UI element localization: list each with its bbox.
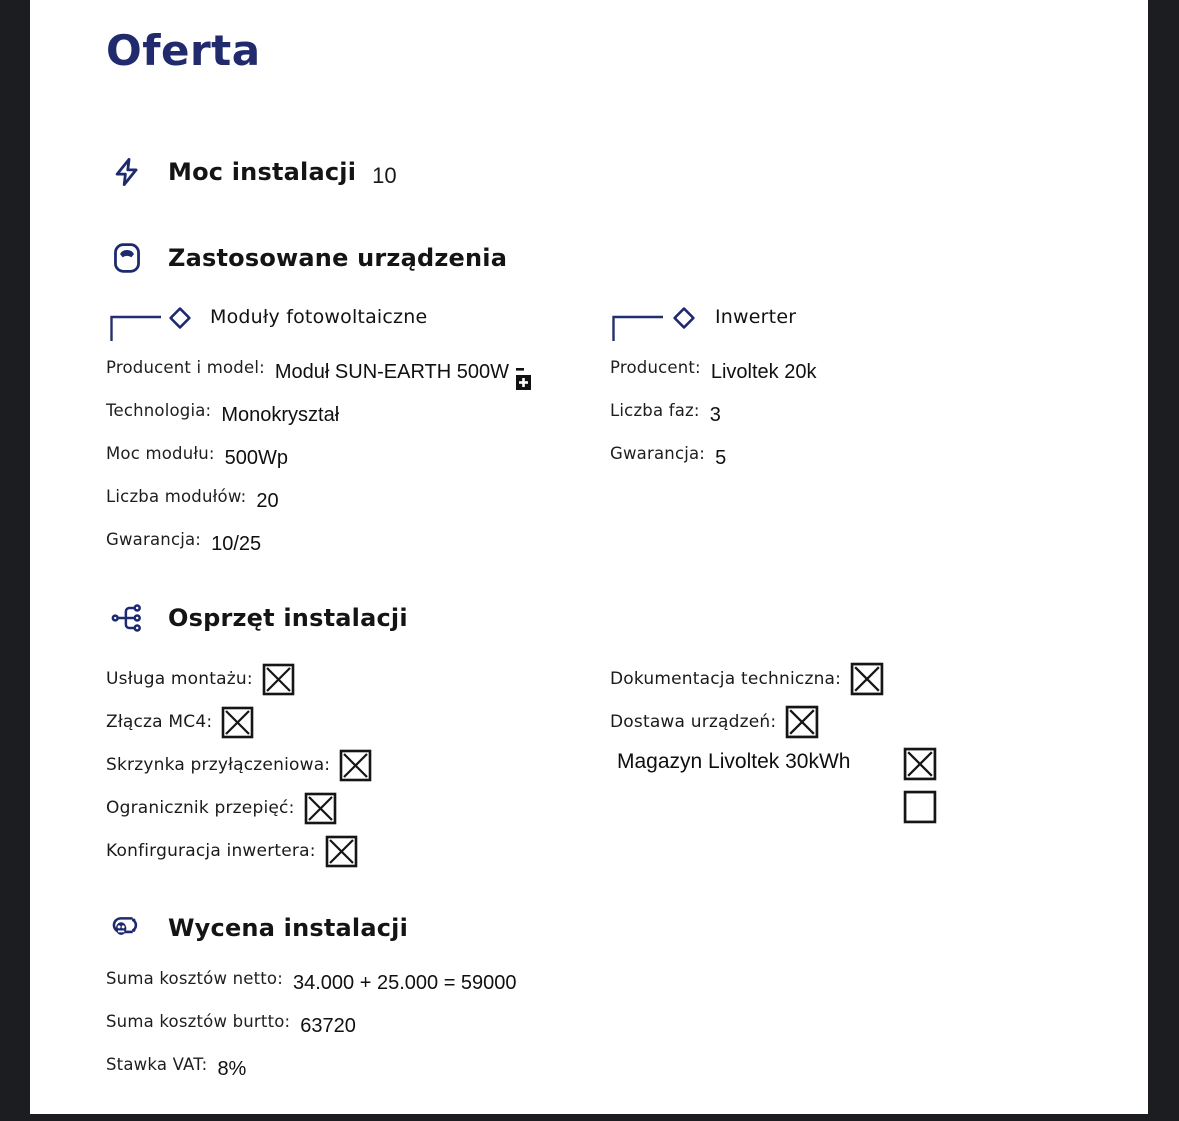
field-stawka-vat <box>106 1053 247 1080</box>
checkbox-ogranicznik[interactable] <box>304 792 337 825</box>
checkbox-label: Ogranicznik przepięć: <box>106 798 295 818</box>
check-row-zlacza-mc4 <box>106 704 254 740</box>
field-liczba-faz <box>610 399 721 426</box>
field-value: 500Wp <box>224 447 289 469</box>
field-label: Producent: <box>610 358 701 377</box>
field-label: Gwarancja: <box>610 444 706 463</box>
checkbox-label: Dokumentacja techniczna: <box>610 669 842 689</box>
field-label: Liczba faz: <box>610 401 700 420</box>
checkbox-empty-extra[interactable] <box>903 790 937 824</box>
checkbox-label: Dostawa urządzeń: <box>610 712 777 732</box>
field-value: 20 <box>256 490 279 512</box>
device-gauge-icon <box>110 241 144 275</box>
field-value: 34.000 + 25.000 = 59000 <box>293 972 517 994</box>
field-label: Gwarancja: <box>106 530 202 549</box>
checkbox-konfiguracja[interactable] <box>325 835 358 868</box>
check-row-ogranicznik <box>106 790 337 826</box>
check-row-usluga-montazu <box>106 661 295 697</box>
field-value: 3 <box>709 404 721 426</box>
section-wycena-instalacji <box>110 906 408 950</box>
field-producent-i-model <box>106 356 533 387</box>
field-value: 8% <box>217 1058 247 1080</box>
checkbox-usluga-montazu[interactable] <box>262 663 295 696</box>
field-value: 10/25 <box>211 533 262 555</box>
checkbox-label: Złącza MC4: <box>106 712 213 732</box>
diamond-bullet-icon <box>168 306 192 330</box>
section-zastosowane-urzadzenia <box>110 236 507 280</box>
checkbox-magazyn[interactable] <box>903 747 937 781</box>
magazyn-label: Magazyn Livoltek 30kWh <box>617 750 851 773</box>
field-gwarancja-inwertera <box>610 442 727 469</box>
section-heading: Zastosowane urządzenia <box>168 244 508 272</box>
field-value: 5 <box>715 447 727 469</box>
field-producent-inwertera <box>610 356 817 383</box>
section-heading: Wycena instalacji <box>168 914 409 942</box>
field-moc-modulu <box>106 442 289 469</box>
field-label: Technologia: <box>106 401 212 420</box>
installation-power-value: 10 <box>372 163 397 188</box>
field-label: Moc modułu: <box>106 444 215 463</box>
section-moc-instalacji <box>110 150 397 194</box>
section-osprzet-instalacji <box>110 596 408 640</box>
field-label: Suma kosztów netto: <box>106 969 283 988</box>
bracket-line <box>612 315 664 343</box>
lightning-icon <box>110 155 144 189</box>
offer-document-page <box>30 0 1148 1114</box>
field-suma-brutto <box>106 1010 356 1037</box>
check-row-konfiguracja <box>106 833 358 869</box>
field-label: Producent i model: <box>106 358 265 377</box>
field-technologia <box>106 399 340 426</box>
check-row-dostawa <box>610 704 819 740</box>
checkbox-skrzynka[interactable] <box>339 749 372 782</box>
field-label: Liczba modułów: <box>106 487 247 506</box>
modules-group-title: Moduły fotowoltaiczne <box>210 306 428 328</box>
field-label: Stawka VAT: <box>106 1055 208 1074</box>
check-row-skrzynka <box>106 747 372 783</box>
checkbox-label: Konfirguracja inwertera: <box>106 841 316 861</box>
checkbox-label: Skrzynka przyłączeniowa: <box>106 755 331 775</box>
diamond-bullet-icon <box>672 306 696 330</box>
field-liczba-modulow <box>106 485 279 512</box>
section-heading: Moc instalacji <box>168 158 357 186</box>
field-gwarancja-modulow <box>106 528 262 555</box>
field-value: Moduł SUN-EARTH 500W <box>274 361 510 383</box>
wallet-coin-icon <box>110 911 144 945</box>
network-branch-icon <box>110 601 144 635</box>
field-label: Suma kosztów burtto: <box>106 1012 291 1031</box>
inverter-group-title: Inwerter <box>715 306 797 328</box>
checkbox-zlacza-mc4[interactable] <box>221 706 254 739</box>
field-value: 63720 <box>300 1015 356 1037</box>
field-value: Livoltek 20k <box>710 361 817 383</box>
bracket-line <box>110 315 162 343</box>
field-value: Monokryształ <box>221 404 340 426</box>
checkbox-dokumentacja[interactable] <box>850 662 884 696</box>
plus-minus-icon[interactable] <box>515 366 533 397</box>
checkbox-dostawa[interactable] <box>785 705 819 739</box>
page-title: Oferta <box>106 26 261 75</box>
field-suma-netto <box>106 967 517 994</box>
check-row-dokumentacja <box>610 661 884 697</box>
checkbox-label: Usługa montażu: <box>106 669 253 689</box>
section-heading: Osprzęt instalacji <box>168 604 408 632</box>
